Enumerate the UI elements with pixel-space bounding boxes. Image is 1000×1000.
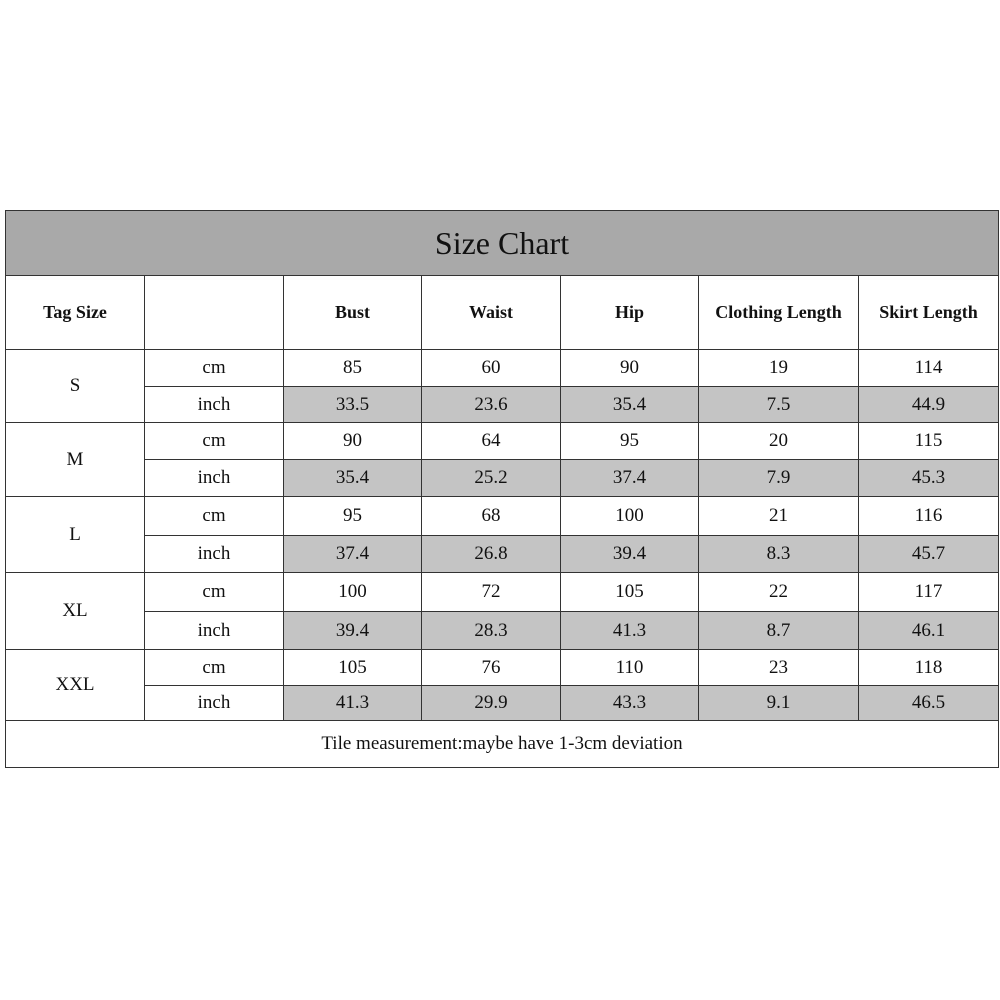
cm-value-cell: 90 bbox=[561, 350, 699, 387]
cm-value-cell: 19 bbox=[699, 350, 859, 387]
tag-size-cell: XL bbox=[6, 573, 145, 650]
cm-value-cell: 90 bbox=[284, 423, 422, 460]
unit-cell-inch: inch bbox=[145, 612, 284, 650]
inch-value-cell: 39.4 bbox=[561, 536, 699, 573]
cm-value-cell: 64 bbox=[422, 423, 561, 460]
inch-value-cell: 8.3 bbox=[699, 536, 859, 573]
cm-value-cell: 72 bbox=[422, 573, 561, 612]
unit-cell-cm: cm bbox=[145, 650, 284, 686]
size-chart-table bbox=[5, 210, 999, 768]
cm-value-cell: 22 bbox=[699, 573, 859, 612]
inch-value-cell: 44.9 bbox=[859, 387, 999, 423]
table-row bbox=[6, 350, 999, 387]
table-row bbox=[6, 497, 999, 536]
header-waist: Waist bbox=[422, 276, 561, 350]
inch-value-cell: 29.9 bbox=[422, 686, 561, 721]
inch-value-cell: 33.5 bbox=[284, 387, 422, 423]
header-hip: Hip bbox=[561, 276, 699, 350]
cm-value-cell: 20 bbox=[699, 423, 859, 460]
inch-value-cell: 9.1 bbox=[699, 686, 859, 721]
cm-value-cell: 105 bbox=[284, 650, 422, 686]
inch-value-cell: 7.5 bbox=[699, 387, 859, 423]
cm-value-cell: 100 bbox=[284, 573, 422, 612]
inch-value-cell: 23.6 bbox=[422, 387, 561, 423]
tag-size-cell: L bbox=[6, 497, 145, 573]
inch-value-cell: 37.4 bbox=[561, 460, 699, 497]
table-row bbox=[6, 387, 999, 423]
unit-cell-inch: inch bbox=[145, 387, 284, 423]
inch-value-cell: 46.1 bbox=[859, 612, 999, 650]
header-bust: Bust bbox=[284, 276, 422, 350]
cm-value-cell: 76 bbox=[422, 650, 561, 686]
inch-value-cell: 43.3 bbox=[561, 686, 699, 721]
table-row bbox=[6, 536, 999, 573]
cm-value-cell: 100 bbox=[561, 497, 699, 536]
cm-value-cell: 85 bbox=[284, 350, 422, 387]
cm-value-cell: 110 bbox=[561, 650, 699, 686]
note-row bbox=[6, 721, 999, 768]
table-row bbox=[6, 686, 999, 721]
inch-value-cell: 41.3 bbox=[561, 612, 699, 650]
cm-value-cell: 68 bbox=[422, 497, 561, 536]
tag-size-cell: M bbox=[6, 423, 145, 497]
inch-value-cell: 46.5 bbox=[859, 686, 999, 721]
table-row bbox=[6, 460, 999, 497]
header-row bbox=[6, 276, 999, 350]
inch-value-cell: 39.4 bbox=[284, 612, 422, 650]
inch-value-cell: 45.3 bbox=[859, 460, 999, 497]
inch-value-cell: 45.7 bbox=[859, 536, 999, 573]
size-chart-title: Size Chart bbox=[6, 211, 999, 276]
cm-value-cell: 23 bbox=[699, 650, 859, 686]
cm-value-cell: 118 bbox=[859, 650, 999, 686]
inch-value-cell: 28.3 bbox=[422, 612, 561, 650]
inch-value-cell: 8.7 bbox=[699, 612, 859, 650]
cm-value-cell: 21 bbox=[699, 497, 859, 536]
unit-cell-cm: cm bbox=[145, 573, 284, 612]
unit-cell-inch: inch bbox=[145, 460, 284, 497]
header-tag-size: Tag Size bbox=[6, 276, 145, 350]
header-skirt-length: Skirt Length bbox=[859, 276, 999, 350]
unit-cell-inch: inch bbox=[145, 536, 284, 573]
unit-cell-cm: cm bbox=[145, 497, 284, 536]
cm-value-cell: 115 bbox=[859, 423, 999, 460]
cm-value-cell: 60 bbox=[422, 350, 561, 387]
unit-cell-cm: cm bbox=[145, 423, 284, 460]
table-row bbox=[6, 573, 999, 612]
tag-size-cell: S bbox=[6, 350, 145, 423]
table-row bbox=[6, 650, 999, 686]
cm-value-cell: 95 bbox=[284, 497, 422, 536]
tag-size-cell: XXL bbox=[6, 650, 145, 721]
inch-value-cell: 35.4 bbox=[284, 460, 422, 497]
header-unit bbox=[145, 276, 284, 350]
cm-value-cell: 95 bbox=[561, 423, 699, 460]
cm-value-cell: 114 bbox=[859, 350, 999, 387]
cm-value-cell: 116 bbox=[859, 497, 999, 536]
inch-value-cell: 41.3 bbox=[284, 686, 422, 721]
inch-value-cell: 25.2 bbox=[422, 460, 561, 497]
inch-value-cell: 26.8 bbox=[422, 536, 561, 573]
inch-value-cell: 7.9 bbox=[699, 460, 859, 497]
cm-value-cell: 105 bbox=[561, 573, 699, 612]
header-clothing-length: Clothing Length bbox=[699, 276, 859, 350]
unit-cell-cm: cm bbox=[145, 350, 284, 387]
table-row bbox=[6, 423, 999, 460]
table-row bbox=[6, 612, 999, 650]
unit-cell-inch: inch bbox=[145, 686, 284, 721]
inch-value-cell: 37.4 bbox=[284, 536, 422, 573]
measurement-note: Tile measurement:maybe have 1-3cm deviation bbox=[6, 721, 999, 768]
cm-value-cell: 117 bbox=[859, 573, 999, 612]
inch-value-cell: 35.4 bbox=[561, 387, 699, 423]
